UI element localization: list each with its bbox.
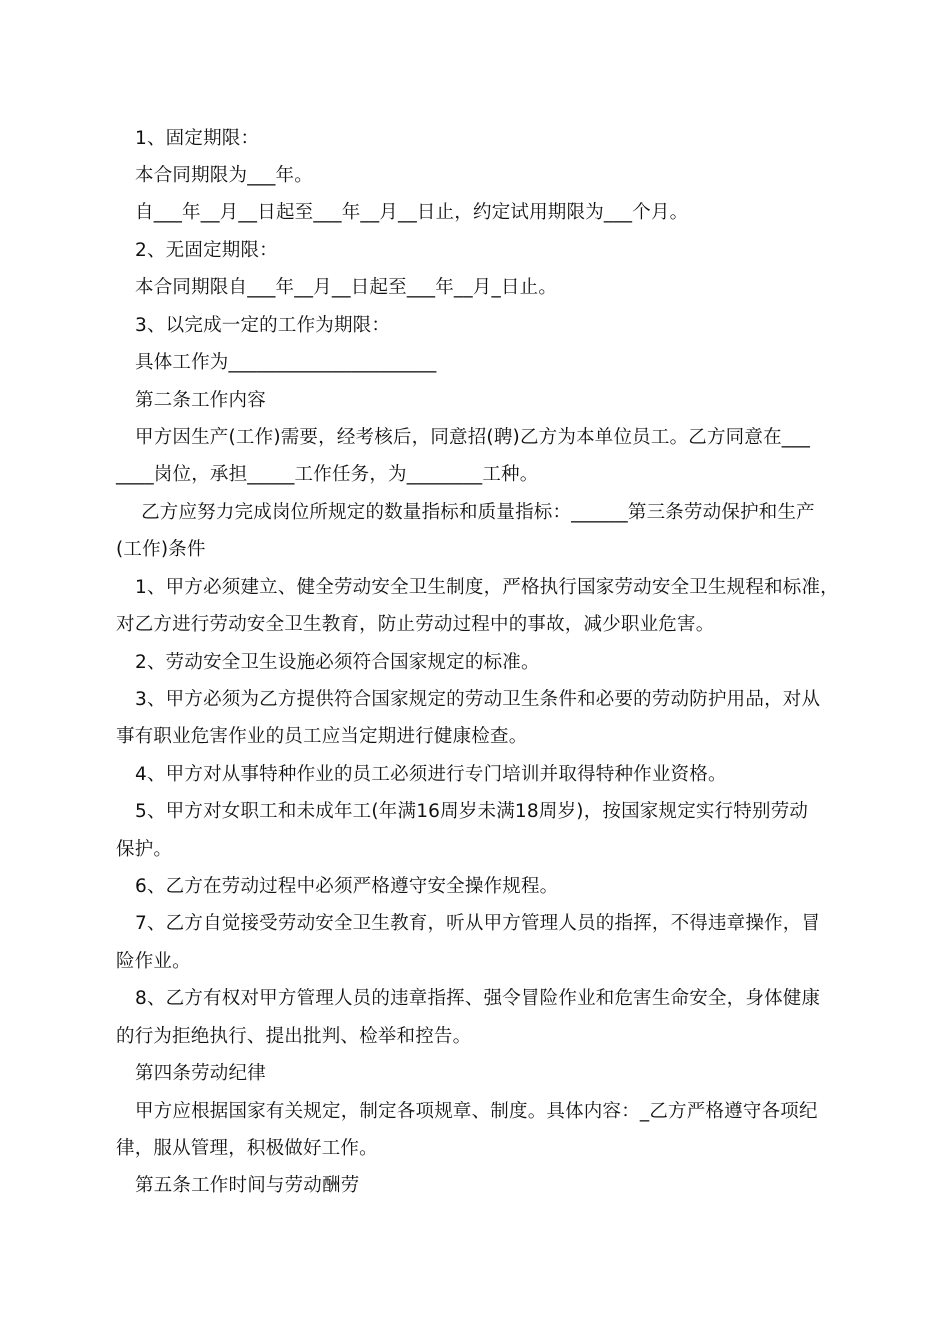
article-3-item-7-line-2: 险作业。 (116, 951, 191, 972)
article-3-item-3-line-1: 3、甲方必须为乙方提供符合国家规定的劳动卫生条件和必要的劳动防护用品，对从 (135, 689, 821, 710)
specific-work-line: 具体工作为______________________ (135, 352, 437, 373)
article-3-item-8-line-2: 的行为拒绝执行、提出批判、检举和控告。 (116, 1026, 472, 1047)
article-3-item-5-line-1: 5、甲方对女职工和未成年工(年满16周岁未满18周岁)，按国家规定实行特别劳动 (135, 801, 809, 822)
article-3-item-3-line-2: 事有职业危害作业的员工应当定期进行健康检查。 (116, 726, 528, 747)
article-4-paragraph-line-2: 律，服从管理，积极做好工作。 (116, 1138, 378, 1159)
clause-fixed-term-heading: 1、固定期限： (135, 128, 260, 149)
article-3-item-1-line-1: 1、甲方必须建立、健全劳动安全卫生制度，严格执行国家劳动安全卫生规程和标准， (135, 577, 839, 598)
contract-term-years: 本合同期限为___年。 (135, 165, 313, 186)
article-3-item-6: 6、乙方在劳动过程中必须严格遵守安全操作规程。 (135, 876, 559, 897)
clause-open-term-heading: 2、无固定期限： (135, 240, 278, 261)
article-3-heading-continued: (工作)条件 (116, 539, 206, 560)
article-2-heading: 第二条工作内容 (135, 390, 266, 411)
article-5-heading: 第五条工作时间与劳动酬劳 (135, 1175, 360, 1196)
article-4-paragraph-line-1: 甲方应根据国家有关规定，制定各项规章、制度。具体内容：_乙方严格遵守各项纪 (135, 1101, 818, 1122)
article-3-item-8-line-1: 8、乙方有权对甲方管理人员的违章指挥、强令冒险作业和危害生命安全，身体健康 (135, 988, 821, 1009)
contract-date-range-probation: 自___年__月__日起至___年__月__日止，约定试用期限为___个月。 (135, 202, 689, 223)
article-3-item-4: 4、甲方对从事特种作业的员工必须进行专门培训并取得特种作业资格。 (135, 764, 727, 785)
article-3-item-1-line-2: 对乙方进行劳动安全卫生教育，防止劳动过程中的事故，减少职业危害。 (116, 614, 715, 635)
article-4-heading: 第四条劳动纪律 (135, 1063, 266, 1084)
open-term-date-range: 本合同期限自___年__月__日起至___年__月_日止。 (135, 277, 558, 298)
article-2-paragraph-line-1: 甲方因生产(工作)需要，经考核后，同意招(聘)乙方为本单位员工。乙方同意在___ (135, 427, 811, 448)
article-3-item-5-line-2: 保护。 (116, 839, 173, 860)
article-3-item-2: 2、劳动安全卫生设施必须符合国家规定的标准。 (135, 652, 540, 673)
article-2-paragraph-line-2: ____岗位，承担_____工作任务，为________工种。 (116, 464, 539, 485)
article-2-quota-line: 乙方应努力完成岗位所规定的数量指标和质量指标：______第三条劳动保护和生产 (135, 502, 815, 523)
clause-task-term-heading: 3、以完成一定的工作为期限： (135, 315, 391, 336)
article-3-item-7-line-1: 7、乙方自觉接受劳动安全卫生教育，听从甲方管理人员的指挥，不得违章操作，冒 (135, 913, 821, 934)
